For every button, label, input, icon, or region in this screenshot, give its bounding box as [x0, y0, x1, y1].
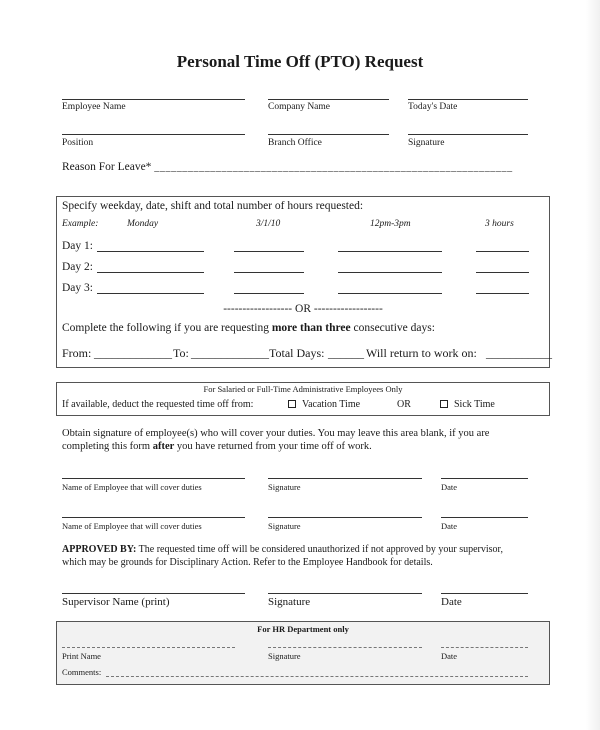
schedule-instructions: Specify weekday, date, shift and total number of hours requested: — [62, 200, 364, 212]
day-1-weekday-line[interactable] — [97, 251, 204, 252]
coverage-post: you have returned from your time off of work. — [174, 441, 372, 452]
coverage-pre: completing this form — [62, 441, 153, 452]
hr-date-line[interactable] — [441, 647, 528, 648]
employee-name-line[interactable] — [62, 99, 245, 100]
total-days-input[interactable]: ______ — [328, 346, 364, 360]
consecutive-days-instructions — [62, 322, 435, 334]
coverage-bold: after — [152, 441, 175, 452]
supervisor-date-label: Date — [441, 596, 462, 608]
vacation-label: Vacation Time — [302, 399, 361, 410]
hr-comments-line[interactable] — [106, 676, 528, 677]
page-edge-shade — [586, 0, 600, 730]
position-line[interactable] — [62, 134, 245, 135]
vacation-checkbox[interactable] — [288, 400, 296, 408]
from-input[interactable]: _____________ — [94, 346, 172, 360]
approval-text-1: The requested time off will be considered unauthorized if not approved by your supervisor, — [136, 544, 503, 555]
complete-post: consecutive days: — [350, 322, 435, 334]
company-name-label: Company Name — [268, 102, 331, 112]
employee-name-label: Employee Name — [62, 102, 126, 112]
supervisor-signature-line[interactable] — [268, 593, 422, 594]
sick-checkbox[interactable] — [440, 400, 448, 408]
example-hours: 3 hours — [485, 219, 514, 229]
supervisor-name-line[interactable] — [62, 593, 245, 594]
complete-bold: more than three — [271, 322, 351, 334]
cover-2-date-line[interactable] — [441, 517, 528, 518]
return-label: Will return to work on: — [366, 346, 477, 360]
cover-1-date-label: Date — [441, 482, 458, 492]
reason-label: Reason For Leave* — [62, 161, 152, 173]
day-2-shift-line[interactable] — [338, 272, 442, 273]
cover-2-date-label: Date — [441, 521, 458, 531]
signature-line[interactable] — [408, 134, 528, 135]
or-separator: ------------------ OR ------------------ — [223, 303, 383, 315]
example-weekday: Monday — [127, 219, 159, 229]
cover-2-signature-line[interactable] — [268, 517, 422, 518]
day-1-date-line[interactable] — [234, 251, 304, 252]
hr-signature-line[interactable] — [268, 647, 422, 648]
cover-1-signature-label: Signature — [268, 482, 301, 492]
vacation-option[interactable] — [288, 399, 360, 410]
approval-text-line-2: which may be grounds for Disciplinary Action. Refer to the Employee Handbook for details. — [62, 557, 433, 568]
company-name-line[interactable] — [268, 99, 389, 100]
to-input[interactable]: _____________ — [191, 346, 269, 360]
complete-pre: Complete the following if you are requesting — [62, 322, 272, 334]
cover-1-name-line[interactable] — [62, 478, 245, 479]
day-2-weekday-line[interactable] — [97, 272, 204, 273]
hr-print-name-line[interactable] — [62, 647, 235, 648]
day-1-label: Day 1: — [62, 240, 93, 252]
coverage-text-line-2 — [62, 441, 372, 452]
day-3-date-line[interactable] — [234, 293, 304, 294]
todays-date-line[interactable] — [408, 99, 528, 100]
supervisor-signature-label: Signature — [268, 596, 311, 608]
deduct-label: If available, deduct the requested time off from: — [62, 399, 254, 410]
signature-label: Signature — [408, 138, 445, 148]
cover-1-signature-line[interactable] — [268, 478, 422, 479]
example-shift: 12pm-3pm — [370, 219, 411, 229]
total-days-label: Total Days: — [269, 346, 325, 360]
to-label: To: — [173, 346, 189, 360]
hr-print-name-label: Print Name — [62, 651, 101, 661]
reason-line[interactable]: ________________________________________________________________ — [154, 162, 513, 173]
return-input[interactable]: ___________ — [486, 346, 552, 360]
from-label: From: — [62, 346, 92, 360]
sick-option[interactable] — [440, 399, 495, 410]
cover-1-name-label: Name of Employee that will cover duties — [62, 482, 202, 492]
sick-label: Sick Time — [454, 399, 495, 410]
supervisor-name-label: Supervisor Name (print) — [62, 596, 170, 608]
cover-2-name-label: Name of Employee that will cover duties — [62, 521, 202, 531]
day-1-hours-line[interactable] — [476, 251, 529, 252]
coverage-text-line-1: Obtain signature of employee(s) who will cover your duties. You may leave this area blank, if you are — [62, 428, 490, 439]
cover-1-date-line[interactable] — [441, 478, 528, 479]
day-2-date-line[interactable] — [234, 272, 304, 273]
todays-date-label: Today's Date — [408, 102, 458, 112]
cover-2-name-line[interactable] — [62, 517, 245, 518]
day-2-label: Day 2: — [62, 261, 93, 273]
position-label: Position — [62, 138, 94, 148]
branch-office-label: Branch Office — [268, 138, 322, 148]
approved-by-label: APPROVED BY: — [62, 544, 137, 555]
day-1-shift-line[interactable] — [338, 251, 442, 252]
cover-2-signature-label: Signature — [268, 521, 301, 531]
branch-office-line[interactable] — [268, 134, 389, 135]
approval-text-line-1 — [62, 544, 503, 555]
day-3-shift-line[interactable] — [338, 293, 442, 294]
hr-title: For HR Department only — [257, 624, 349, 634]
or-label: OR — [397, 399, 411, 410]
salaried-header: For Salaried or Full-Time Administrative Employees Only — [203, 384, 403, 394]
hr-signature-label: Signature — [268, 651, 301, 661]
day-3-label: Day 3: — [62, 282, 93, 294]
example-date: 3/1/10 — [256, 219, 281, 229]
form-title: Personal Time Off (PTO) Request — [176, 52, 424, 71]
day-3-weekday-line[interactable] — [97, 293, 204, 294]
hr-date-label: Date — [441, 651, 458, 661]
example-label: Example: — [62, 219, 99, 229]
hr-comments-label: Comments: — [62, 667, 102, 677]
day-2-hours-line[interactable] — [476, 272, 529, 273]
day-3-hours-line[interactable] — [476, 293, 529, 294]
supervisor-date-line[interactable] — [441, 593, 528, 594]
reason-for-leave[interactable] — [62, 161, 513, 173]
